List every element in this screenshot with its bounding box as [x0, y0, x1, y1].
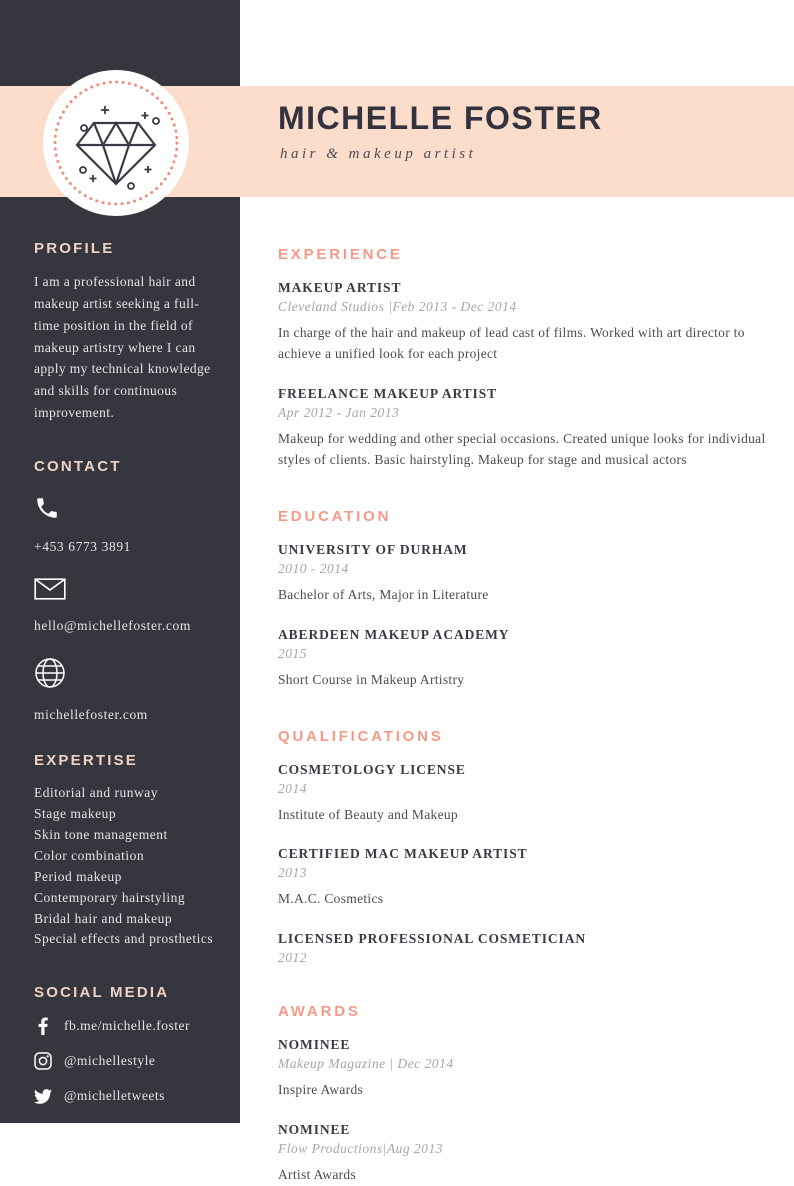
entry-description: Institute of Beauty and Makeup [278, 806, 458, 822]
entry-title: COSMETOLOGY LICENSE [278, 761, 466, 777]
qualification-entry [278, 846, 770, 910]
contact-heading: CONTACT [34, 458, 122, 476]
qualification-entry [278, 931, 770, 966]
entry-title: MAKEUP ARTIST [278, 280, 402, 295]
entry-description: M.A.C. Cosmetics [278, 891, 384, 907]
entry-meta: 2015 [278, 645, 307, 661]
experience-entry [278, 386, 770, 471]
entry-meta: 2012 [278, 950, 307, 966]
twitter-handle: @michelletweets [64, 1088, 165, 1104]
social-media-section [34, 984, 214, 1105]
entry-title: CERTIFIED MAC MAKEUP ARTIST [278, 846, 528, 862]
qualifications-heading: QUALIFICATIONS [278, 727, 444, 745]
expertise-section [34, 752, 214, 950]
expertise-item: Stage makeup [34, 805, 117, 821]
phone-value: +453 6773 3891 [34, 539, 132, 555]
entry-title: UNIVERSITY OF DURHAM [278, 541, 468, 557]
entry-title: NOMINEE [278, 1122, 351, 1138]
social-instagram-row [34, 1052, 214, 1070]
twitter-icon [34, 1087, 52, 1105]
contact-website [34, 657, 214, 724]
entry-meta: 2010 - 2014 [278, 560, 349, 576]
experience-section [278, 246, 770, 471]
main-content [278, 197, 770, 1186]
education-entry [278, 542, 770, 606]
contact-section [34, 458, 214, 724]
expertise-item: Bridal hair and makeup [34, 910, 173, 926]
entry-meta: Flow Productions|Aug 2013 [278, 1141, 443, 1157]
email-value: hello@michellefoster.com [34, 618, 191, 634]
experience-entry [278, 280, 770, 365]
qualifications-section [278, 728, 770, 967]
expertise-item: Period makeup [34, 868, 122, 884]
phone-icon [34, 495, 214, 526]
entry-title: ABERDEEN MAKEUP ACADEMY [278, 626, 510, 642]
website-value: michellefoster.com [34, 707, 148, 723]
profile-text: I am a professional hair and makeup artist seeking a full-time position in the field of makeup artistry where I can apply my technical knowledge and skills for continuous improvement. [34, 274, 211, 421]
social-twitter-row [34, 1087, 214, 1105]
education-heading: EDUCATION [278, 507, 392, 525]
award-entry [278, 1122, 770, 1186]
education-entry [278, 627, 770, 691]
entry-title: NOMINEE [278, 1037, 351, 1053]
expertise-item: Special effects and prosthetics [34, 931, 214, 947]
award-entry [278, 1037, 770, 1101]
globe-icon [34, 657, 214, 694]
diamond-icon [43, 70, 189, 216]
education-section [278, 508, 770, 691]
expertise-item: Editorial and runway [34, 785, 158, 801]
expertise-item: Color combination [34, 847, 145, 863]
entry-meta: Cleveland Studios |Feb 2013 - Dec 2014 [278, 299, 517, 314]
experience-heading: EXPERIENCE [278, 246, 403, 263]
entry-meta: 2013 [278, 865, 307, 881]
entry-meta: 2014 [278, 780, 307, 796]
profile-heading: PROFILE [34, 240, 115, 257]
entry-description: Artist Awards [278, 1167, 357, 1183]
entry-description: Short Course in Makeup Artistry [278, 671, 465, 687]
logo-badge [43, 70, 189, 216]
expertise-list [34, 783, 214, 950]
entry-description: Inspire Awards [278, 1082, 364, 1098]
contact-phone [34, 495, 214, 556]
entry-title: LICENSED PROFESSIONAL COSMETICIAN [278, 931, 587, 947]
expertise-item: Skin tone management [34, 826, 168, 842]
entry-description: In charge of the hair and makeup of lead cast of films. Worked with art director to achieve a unified look for each project [278, 325, 745, 361]
facebook-icon [34, 1017, 52, 1035]
entry-title: FREELANCE MAKEUP ARTIST [278, 385, 498, 401]
facebook-handle: fb.me/michelle.foster [64, 1018, 190, 1034]
entry-meta: Makeup Magazine | Dec 2014 [278, 1056, 454, 1072]
instagram-icon [34, 1052, 52, 1070]
qualification-entry [278, 762, 770, 826]
header-text [278, 100, 603, 163]
social-facebook-row [34, 1017, 214, 1035]
page-subtitle: hair & makeup artist [280, 146, 477, 162]
awards-heading: AWARDS [278, 1003, 361, 1021]
envelope-icon [34, 578, 214, 605]
profile-section [34, 240, 214, 424]
sidebar-content [34, 240, 214, 1105]
entry-description: Bachelor of Arts, Major in Literature [278, 586, 489, 602]
entry-meta: Apr 2012 - Jan 2013 [278, 404, 400, 420]
expertise-item: Contemporary hairstyling [34, 889, 186, 905]
social-media-heading: SOCIAL MEDIA [34, 984, 170, 1002]
contact-email [34, 578, 214, 635]
expertise-heading: EXPERTISE [34, 752, 138, 770]
awards-section [278, 1003, 770, 1186]
instagram-handle: @michellestyle [64, 1053, 156, 1069]
entry-description: Makeup for wedding and other special occasions. Created unique looks for individual styles of clients. Basic hairstyling. Makeup for stage and musical actors [278, 430, 766, 467]
page-title: MICHELLE FOSTER [278, 100, 603, 136]
